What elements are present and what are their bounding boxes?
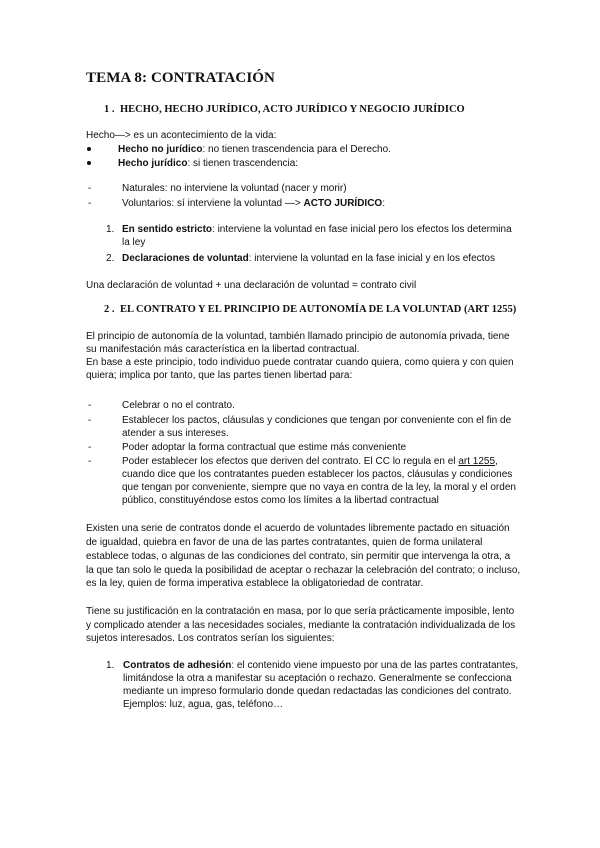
item-text-cont: mediante un impreso formulario donde quedan redactadas las condiciones del contrato. [123,686,512,697]
item-number: 2. [106,253,115,264]
dash-text: Poder adoptar la forma contractual que estime más conveniente [122,442,407,453]
bullet-text: : si tienen trascendencia: [187,158,299,169]
bullet-icon [87,147,91,151]
dash-text: Poder establecer los efectos que deriven del contrato. El CC lo regula en el [122,456,459,467]
dash-text: Naturales: no interviene la voluntad (nacer y morir) [122,183,347,194]
section-1-number: 1 . [104,104,115,115]
art-1255-link[interactable]: art 1255 [458,456,496,467]
dash-text: Establecer los pactos, cláusulas y condiciones que tengan por conveniente con el fin de [122,415,512,426]
paragraph-line: su manifestación más característica en la libertad contractual. [86,344,360,355]
paragraph-line: En base a este principio, todo individuo puede contratar cuando quiera, como quiera y con quien [86,357,514,368]
page-title: TEMA 8: CONTRATACIÓN [86,70,275,86]
paragraph-line: establece todas, o algunas de las condiciones del contrato, sin permitir que intervenga la otra, a [86,551,511,562]
paragraph-line: El principio de autonomía de la voluntad, también llamado principio de autonomía privada, tiene [86,331,510,342]
dash-suffix: : [382,198,385,209]
paragraph-line: sujetos interesados. Los contratos serían los siguientes: [86,633,335,644]
dash-text: Celebrar o no el contrato. [122,400,235,411]
item-text-cont: la ley [122,237,146,248]
bullet-term: Hecho jurídico [118,158,188,169]
section-1-title: HECHO, HECHO JURÍDICO, ACTO JURÍDICO Y NEGOCIO JURÍDICO [120,104,465,115]
item-text: : interviene la voluntad en la fase inicial y en los efectos [248,253,495,264]
dash-text-cont: público, constituyéndose estos como los límites a la libertad contractual [122,495,439,506]
bullet-term: Hecho no jurídico [118,144,203,155]
item-text-cont: limitándose la otra a manifestar su aceptación o rechazo. Generalmente se confecciona [123,673,512,684]
paragraph-line: Existen una serie de contratos donde el acuerdo de voluntades libremente pactado en situación [86,523,510,534]
contract-equation: Una declaración de voluntad + una declaración de voluntad = contrato civil [86,280,417,291]
dash-text-cont: cuando dice que los contratantes pueden establecer los pactos, cláusulas y condiciones [122,469,513,480]
item-number: 1. [106,660,115,671]
hecho-intro: Hecho—> es un acontecimiento de la vida: [86,130,277,141]
item-term: Declaraciones de voluntad [122,253,249,264]
paragraph-line: la que tan solo le queda la posibilidad de aceptar o rechazar la celebración del contrato; o incluso, [86,565,521,576]
paragraph-line: de igualdad, quiebra en favor de una de las partes contratantes, quien de forma unilateral [86,537,483,548]
paragraph-line: es la ley, quien de forma imperativa establece la obligatoriedad de contratar. [86,578,424,589]
item-number: 1. [106,224,115,235]
document-page: TEMA 8: CONTRATACIÓN 1 . HECHO, HECHO JURÍDICO, ACTO JURÍDICO Y NEGOCIO JURÍDICO Hecho—> es un acontecimiento de la vida: Hecho no jurídico: no tienen trascendencia para el Derecho. Hecho jurídico: si tienen trascendencia: - Naturales: no interviene la voluntad (nacer y morir) - Voluntarios: sí interviene la voluntad —> ACTO JURÍDICO: 1. En sentido estricto: interviene la voluntad en fase inicial pero los efectos los determina la ley 2. Declaraciones de voluntad: interviene la voluntad en la fase inicial y en los efectos Una declaración de voluntad + una declaración de voluntad = contrato civil 2 . EL CONTRATO Y EL PRINCIPIO DE AUTONOMÍA DE LA VOLUNTAD (ART 1255) El principio de autonomía de la voluntad, también llamado principio de autonomía privada, tiene su manifestación más característica en la libertad contractual. En base a este principio, todo individuo puede contratar cuando quiera, como quiera y con quien quiera; implica por tanto, que las partes tienen libertad para: - Celebrar o no el contrato. - Establecer los pactos, cláusulas y condiciones que tengan por conveniente con el fin de atender a sus intereses. - Poder adoptar la forma contractual que estime más conveniente - Poder establecer los efectos que deriven del contrato. El CC lo regula en el art 1255, cuando dice que los contratantes pueden establecer los pactos, cláusulas y condiciones que tengan por conveniente, siempre que no vaya en contra de la ley, la moral y el orden público, constituyéndose estos como los límites a la libertad contractual Existen una serie de contratos donde el acuerdo de voluntades libremente pactado en situación de igualdad, quiebra en favor de una de las partes contratantes, quien de forma unilateral establece todas, o algunas de las condiciones del contrato, sin permitir que intervenga la otra, a la que tan solo le queda la posibilidad de aceptar o rechazar la celebración del contrato; o incluso, es la ley, quien de forma imperativa establece la obligatoriedad de contratar. Tiene su justificación en la contratación en masa, por lo que sería prácticamente imposible, lento y complicado atender a las necesidades sociales, mediante la contratación individualizada de los sujetos interesados. Los contratos serían los siguientes: 1. Contratos de adhesión: el contenido viene impuesto por una de las partes contratantes, limitándose la otra a manifestar su aceptación o rechazo. Generalmente se confecciona mediante un impreso formulario donde quedan redactadas las condiciones del contrato. Ejemplos: luz, agua, gas, teléfono… [86,70,521,710]
item-text: : interviene la voluntad en fase inicial pero los efectos los determina [212,224,512,235]
dash-text-suffix: , [495,456,498,467]
bullet-text: : no tienen trascendencia para el Derecho. [202,144,391,155]
item-text: : el contenido viene impuesto por una de las partes contratantes, [231,660,519,671]
dash-text-cont: atender a sus intereses. [122,428,229,439]
dash-text: Voluntarios: sí interviene la voluntad —> [122,198,304,209]
bullet-icon [87,161,91,165]
section-2-title: EL CONTRATO Y EL PRINCIPIO DE AUTONOMÍA DE LA VOLUNTAD (ART 1255) [120,304,517,315]
item-term: Contratos de adhesión [123,660,232,671]
item-text-cont: Ejemplos: luz, agua, gas, teléfono… [123,699,284,710]
paragraph-line: quiera; implica por tanto, que las partes tienen libertad para: [86,370,353,381]
section-1-heading [104,103,465,116]
paragraph-line: y complicado atender a las necesidades sociales, mediante la contratación individualizada de los [86,620,516,631]
section-2-number: 2 . [104,304,115,315]
dash-text-cont: que tengan por conveniente, siempre que no vaya en contra de la ley, la moral y el orden [122,482,516,493]
section-2-heading [104,303,516,316]
item-term: En sentido estricto [122,224,213,235]
paragraph-line: Tiene su justificación en la contratación en masa, por lo que sería prácticamente imposible, lento [86,606,515,617]
acto-juridico-term: ACTO JURÍDICO [303,198,383,209]
